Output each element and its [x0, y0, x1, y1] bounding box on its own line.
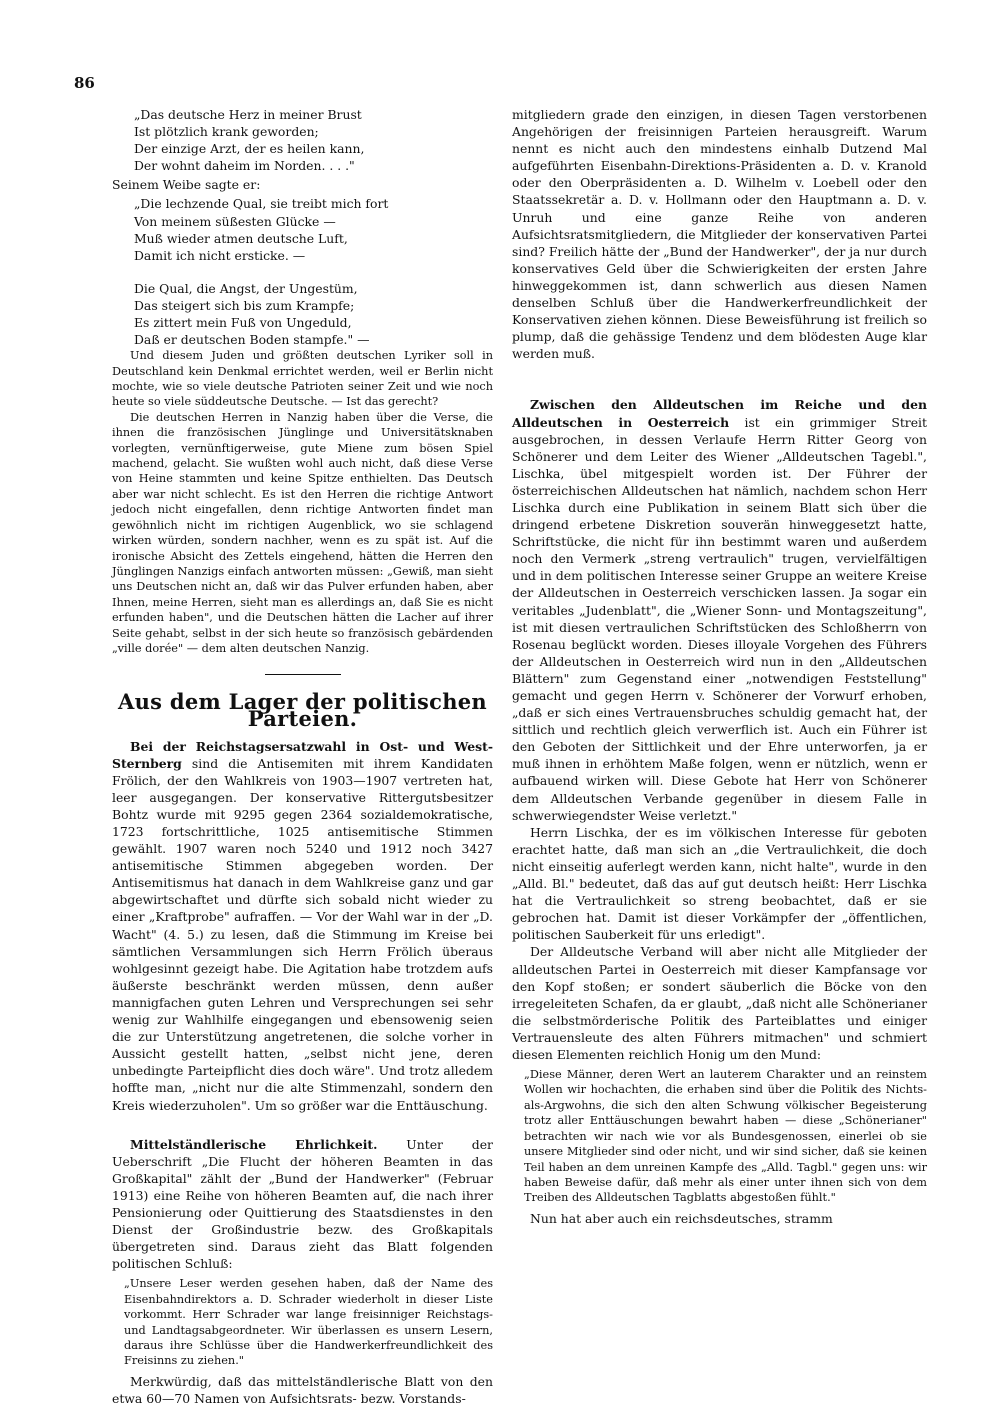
paragraph — [512, 396, 927, 823]
section-title: Aus dem Lager der politischen Parteien. — [117, 689, 487, 732]
right-column — [512, 106, 927, 1227]
poem-intro: Seinem Weibe sagte er: — [112, 177, 261, 193]
paragraph — [112, 738, 493, 1114]
poem-line: Ist plötzlich krank geworden; — [134, 124, 319, 140]
paragraph-heading: Zwischen den Alldeutschen im Reiche und den Alldeutschen in Oesterreich — [512, 397, 927, 430]
paragraph: Die deutschen Herren in Nanzig haben über die Verse, die ihnen die französischen Jünglinge und Universitätsknaben vorlegten, vernünftigerweise, gute Miene zum bösen Spiel machend, gelacht. Sie wußten wohl auch nicht, daß diese Verse von Heine stammten und keine Spitze enthielten. Das Deutsch aber war nicht schlecht. Es ist den Herren die richtige Antwort jedoch nicht eingefallen, denn richtige Antworten findet man gewöhnlich nicht im richtigen Augenblick, wo sie schlagend wirken würden, sondern nachher, wenn es zu spät ist. Auf die ironische Absicht des Zettels eingehend, hätten die Herren den Jünglingen Nanzigs einfach antworten müssen: „Gewiß, man sieht uns Deutschen nicht an, daß wir das Pulver erfunden haben, aber Ihnen, meine Herren, sieht man es allerdings an, daß Sie es nicht erfunden haben", und die Deutschen hätten die Lacher auf ihrer Seite gehabt, selbst in der sich heute so französisch gebärdenden „ville dorée" — dem alten deutschen Nanzig. — [112, 410, 493, 655]
section-divider — [265, 674, 341, 675]
page-number: 86 — [74, 74, 95, 92]
paragraph-body: ist ein grimmiger Streit ausgebrochen, in dessen Verlaufe Herrn Ritter Georg von Schönerer und dem Leiter des Wiener „Alldeutschen Tagebl.", Lischka, übel mitgespielt worden ist. Der Führer der österreichischen Alldeutschen hat nämlich, nachdem schon Herr Lischka durch eine Publikation in seinem Blatt sich über die dringend erbetene Diskretion souverän hinweggesetzt hatte, Schriftstücke, die nicht für ihn bestimmt waren und außerdem noch den Vermerk „streng vertraulich" trugen, vervielfältigen und in dem politischen Interesse seiner Gruppe an weitere Kreise der Alldeutschen in Oesterreich verschicken lassen. Ja sogar ein veritables „Judenblatt", die „Wiener Sonn- und Montagszeitung", ist mit diesen vertraulichen Schriftstücken des Schloßherrn von Rosenau beglückt worden. Dieses illoyale Vorgehen des Führers der Alldeutschen in Oesterreich wird nun in den „Alldeutschen Blättern" zum Gegenstand einer „notwendigen Feststellung" gemacht und gegen Herrn v. Schönerer der Vorwurf erhoben, „daß er sich eines Vertrauensbruches schuldig gemacht hat, der sittlich und rechtlich gleich verwerflich ist. Auch ein Führer ist den Geboten der Sittlichkeit und der Ehre unterworfen, ja er muß ihnen in erhöhtem Maße folgen, wenn er nützlich, wenn er aufbauend wirken will. Diese Gebote hat Herr von Schönerer dem Alldeutschen Verbande gegenüber in diesem Falle in schwerwiegendster Weise verletzt." — [512, 414, 927, 823]
paragraph: mitgliedern grade den einzigen, in diesen Tagen verstorbenen Angehörigen der freisinnigen Parteien herausgreift. Warum nennt es nicht auch den mindestens einhalb Dutzend Mal aufgeführten Eisenbahn-Direktions-Präsidenten a. D. v. Kranold oder den Oberpräsidenten a. D. Wilhelm v. Loebell oder den Staatssekretär a. D. v. Hollmann oder den Hauptmann a. D. v. Unruh und eine ganze Reihe von anderen Aufsichtsratsmitgliedern, die Mitglieder der konservativen Partei sind? Freilich hätte der „Bund der Handwerker", der ja nur durch konservatives Geld über die Schwierigkeiten der ersten Jahre hinweggekommen ist, dann schwerlich aus diesen Namen denselben Schluß über die Handwerkerfreundlichkeit der Konservativen ziehen können. Diese Beweisführung ist freilich so plump, daß die gehässige Tendenz und dem blödesten Auge klar werden muß. — [512, 107, 927, 362]
poem-stanza-1 — [134, 106, 493, 174]
poem-line: Von meinem süßesten Glücke — — [134, 213, 336, 229]
poem-stanza-2 — [134, 195, 493, 263]
paragraph: Herrn Lischka, der es im völkischen Interesse für geboten erachtet hatte, daß man sich an „die Vertraulichkeit, die doch nicht einseitig auferlegt werden kann, nicht halte", wurde in den „Alld. Bl." bedeutet, daß das auf gut deutsch heißt: Herr Lischka hat die Vertraulichkeit so streng beobachtet, daß er sie gebrochen hat. Damit ist dieser Vorkämpfer der „öffentlichen, politischen Sauberkeit für uns erledigt". — [512, 824, 927, 943]
poem-line: Die Qual, die Angst, der Ungestüm, — [134, 280, 358, 296]
poem-line: Der einzige Arzt, der es heilen kann, — [134, 141, 365, 157]
poem-line: Muß wieder atmen deutsche Luft, — [134, 230, 348, 246]
block-quote: „Diese Männer, deren Wert an lauterem Charakter und an reinstem Wollen wir hochachten, die erhaben sind über die Politik des Nichts-als-Argwohns, die sich den alten Schwung völkischer Begeisterung trotz aller Enttäuschungen bewahrt haben — diese „Schönerianer" betrachten wir nach wie vor als Bundesgenossen, einerlei ob sie unsere Mitglieder sind oder nicht, und wir sind sicher, daß sie keinen Teil haben an dem unreinen Kampfe des „Alld. Tagbl." gegen uns: wir haben Beweise dafür, daß mehr als einer unter ihnen sich von dem Treiben des Alldeutschen Tagblatts abgestoßen fühlt." — [524, 1068, 927, 1205]
paragraph-heading: Mittelständlerische Ehrlichkeit. — [130, 1136, 378, 1152]
poem-line: „Das deutsche Herz in meiner Brust — [134, 107, 362, 122]
poem-stanza-3 — [134, 280, 493, 348]
block-quote: „Unsere Leser werden gesehen haben, daß der Name des Eisenbahndirektors a. D. Schrader wiederholt in dieser Liste vorkommt. Herr Schrader war lange freisinniger Reichstags- und Landtagsabgeordneter. Wir überlassen es unsern Lesern, daraus ihre Schlüsse über die Handwerkerfreundlichkeit des Freisinns zu ziehen." — [124, 1277, 493, 1368]
paragraph-body: Unter der Ueberschrift „Die Flucht der höheren Beamten in das Großkapital" zählt der „Bund der Handwerker" (Februar 1913) eine Reihe von höheren Beamten auf, die nach ihrer Pensionierung oder Quittierung des Staatsdienstes in den Dienst der Großindustrie bezw. des Großkapitals übergetreten sind. Daraus zieht das Blatt folgenden politischen Schluß: — [112, 1136, 493, 1272]
paragraph: Der Alldeutsche Verband will aber nicht alle Mitglieder der alldeutschen Partei in Oesterreich mit dieser Kampfansage vor den Kopf stoßen; er sondert säuberlich die Böcke von den irregeleiteten Schafen, da er glaubt, „daß nicht alle Schönerianer die selbstmörderische Politik des Parteiblattes und einiger Vertrauensleute des alten Führers mitmachen" und schmiert diesen Elementen reichlich Honig um den Mund: — [512, 944, 927, 1062]
paragraph: Merkwürdig, daß das mittelständlerische Blatt von den etwa 60—70 Namen von Aufsichtsrats- bezw. Vorstands- — [112, 1373, 493, 1406]
poem-line: Es zittert mein Fuß von Ungeduld, — [134, 315, 352, 331]
poem-line: Damit ich nicht ersticke. — — [134, 247, 306, 263]
left-column — [112, 106, 493, 1407]
paragraph: Nun hat aber auch ein reichsdeutsches, stramm — [530, 1210, 833, 1226]
poem-line: „Die lechzende Qual, sie treibt mich fort — [134, 196, 389, 212]
paragraph — [112, 1136, 493, 1273]
poem-line: Das steigert sich bis zum Krampfe; — [134, 297, 355, 313]
poem-line: Der wohnt daheim im Norden. . . ." — [134, 158, 355, 174]
paragraph-heading: Bei der Reichstagsersatzwahl in Ost- und West-Sternberg — [112, 738, 493, 771]
poem-line: Daß er deutschen Boden stampfe." — — [134, 332, 370, 348]
paragraph-body: sind die Antisemiten mit ihrem Kandidaten Frölich, der den Wahlkreis von 1903—1907 vertreten hat, leer ausgegangen. Der konservative Rittergutsbesitzer Bohtz wurde mit 9295 gegen 2364 sozialdemokratische, 1723 fortschrittliche, 1025 antisemitische Stimmen gewählt. 1907 waren noch 5240 und 1912 noch 3427 antisemitische Stimmen abgegeben worden. Der Antisemitismus hat danach in dem Wahlkreise ganz und gar abgewirtschaftet und dürfte sich sobald nicht wieder zu einer „Kraftprobe" aufraffen. — Vor der Wahl war in der „D. Wacht" (4. 5.) zu lesen, daß die Stimmung im Kreise bei sämtlichen Versammlungen sich Herrn Frölich überaus wohlgesinnt gezeigt habe. Die Agitation habe trotzdem aufs äußerste beschränkt werden müssen, denn außer mannigfachen guten Lehren und Versprechungen sei sehr wenig zur Wahlhilfe eingegangen und ebensowenig seien die zur Unterstützung angetretenen, die solche vorher in Aussicht gestellt hatten, „selbst nicht jene, deren unbedingte Parteipflicht dies doch wäre". Und trotz alledem hoffte man, „nicht nur die alte Stimmenzahl, sondern den Kreis wiederzuholen". Um so größer war die Enttäuschung. — [112, 755, 493, 1113]
paragraph: Und diesem Juden und größten deutschen Lyriker soll in Deutschland kein Denkmal errichtet werden, weil er Berlin nicht mochte, wie so viele deutsche Patrioten seiner Zeit und wie noch heute so viele süddeutsche Deutsche. — Ist das gerecht? — [112, 349, 493, 409]
